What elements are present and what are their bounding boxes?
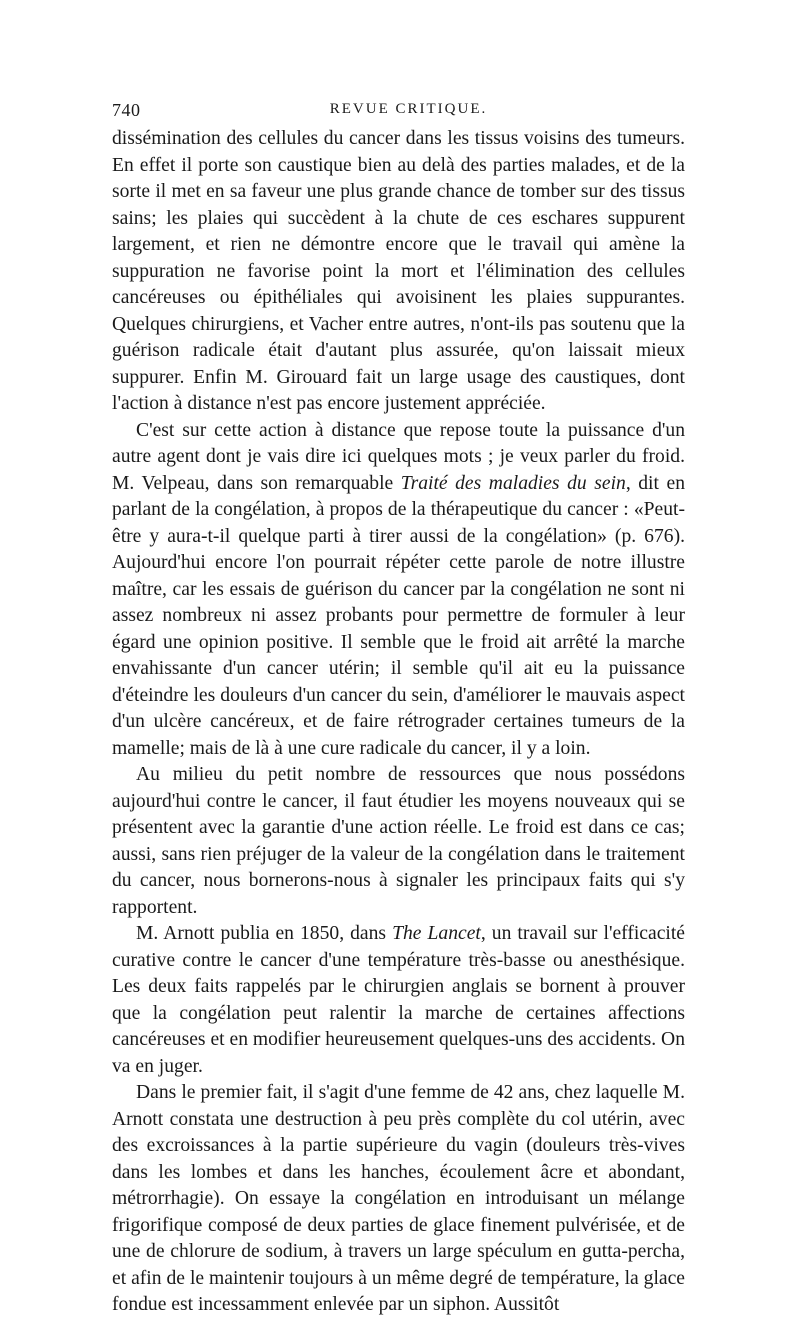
paragraph-5	[112, 1080, 685, 1319]
page-header	[112, 96, 685, 126]
journal-title: The Lancet	[392, 923, 481, 944]
paragraph-text: Dans le premier fait, il s'agit d'une femme de 42 ans, chez laquelle M. Arnott constata une destruction à peu près complète du col utérin, avec des excroissances à la partie supérieure du vagin (douleurs très-vives dans les lombes et dans les hanches, écoulement âcre et abondant, métrorrhagie). On essaye la congélation en introduisant un mélange frigorifique composé de deux parties de glace finement pulvérisée, et de une de chlorure de sodium, à travers un large spéculum en gutta-percha, et afin de le maintenir toujours à un même degré de température, la glace fondue est incessamment enlevée par un siphon. Aussitôt	[112, 1082, 685, 1315]
paragraph-4	[112, 921, 685, 1080]
body-text	[112, 126, 685, 1319]
paragraph-3	[112, 762, 685, 921]
book-title: Traité des maladies du sein	[400, 472, 626, 494]
paragraph-1	[112, 126, 685, 418]
paragraph-2	[112, 418, 685, 763]
paragraph-text: M. Arnott publia en 1850, dans	[136, 923, 393, 944]
paragraph-text: , un travail sur l'efficacité curative contre le cancer d'une température très-basse ou anesthésique. Les deux faits rappelés par le chirurgien anglais se bornent à prouver que la congélation peut ralentir la marche de certaines affections cancéreuses et en modifier heureusement quelques-uns des accidents. On va en juger.	[112, 923, 685, 1077]
document-page	[112, 96, 685, 1319]
running-head: REVUE CRITIQUE.	[329, 101, 488, 117]
paragraph-text: dissémination des cellules du cancer dans les tissus voisins des tumeurs. En effet il porte son caustique bien au delà des parties malades, et de la sorte il met en sa faveur une plus grande chance de tomber sur des tissus sains; les plaies qui succèdent à la chute de ces eschares suppurent largement, et rien ne démontre encore que le travail qui amène la suppuration ne favorise point la mort et l'élimination des cellules cancéreuses ou épithéliales qui avoisinent les plaies suppurantes. Quelques chirurgiens, et Vacher entre autres, n'ont-ils pas soutenu que la guérison radicale était d'autant plus assurée, qu'on laissait mieux suppurer. Enfin M. Girouard fait un large usage des caustiques, dont l'action à distance n'est pas encore justement appréciée.	[112, 128, 685, 414]
paragraph-text: , dit en parlant de la congélation, à propos de la thérapeutique du cancer : «Peut-être y aura-t-il quelque parti à tirer aussi de la congélation» (p. 676). Aujourd'hui encore l'on pourrait répéter cette parole de notre illustre maître, car les essais de guérison du cancer par la congélation ne sont ni assez nombreux ni assez probants pour permettre de formuler à leur égard une opinion positive. Il semble que le froid ait arrêté la marche envahissante d'un cancer utérin; il semble qu'il ait eu la puissance d'éteindre les douleurs d'un cancer du sein, d'améliorer le mauvais aspect d'un ulcère cancéreux, et de faire rétrograder certaines tumeurs de la mamelle; mais de là à une cure radicale du cancer, il y a loin.	[112, 472, 685, 759]
paragraph-text: Au milieu du petit nombre de ressources que nous possédons aujourd'hui contre le cancer, il faut étudier les moyens nouveaux qui se présentent avec la garantie d'une action réelle. Le froid est dans ce cas; aussi, sans rien préjuger de la valeur de la congélation dans le traitement du cancer, nous bornerons-nous à signaler les principaux faits qui s'y rapportent.	[112, 764, 685, 918]
page-number: 740	[112, 100, 141, 120]
paragraph-text: C'est sur cette action à distance que repose toute la puissance d'un autre agent dont je vais dire ici quelques mots ; je veux parler du froid. M. Velpeau, dans son remarquable	[112, 419, 685, 494]
